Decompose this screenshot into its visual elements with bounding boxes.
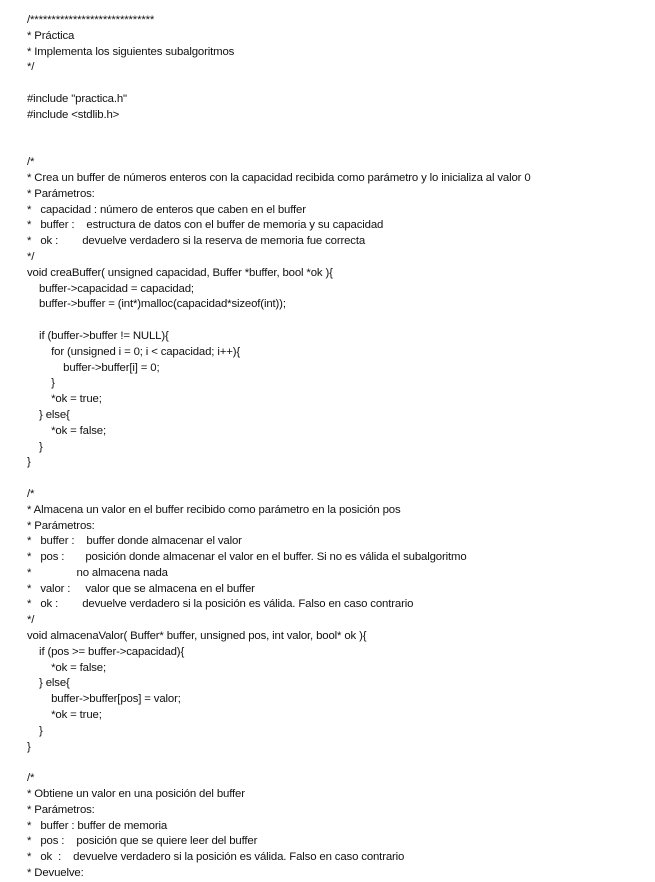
code-line: * valor : valor que se almacena en el buffer	[27, 582, 255, 595]
code-line: * buffer : estructura de datos con el buffer de memoria y su capacidad	[27, 219, 384, 232]
code-line: * Obtiene un valor en una posición del buffer	[27, 788, 245, 801]
source-code-document	[27, 13, 647, 882]
code-line	[27, 76, 647, 92]
code-line: * Parámetros:	[27, 803, 95, 816]
code-line: * capacidad : número de enteros que caben en el buffer	[27, 203, 306, 216]
code-line: * Práctica	[27, 29, 75, 42]
code-line	[27, 139, 647, 155]
code-line: } else{	[27, 408, 70, 421]
code-line: * ok : devuelve verdadero si la posición es válida. Falso en caso contrario	[27, 851, 405, 864]
code-line: if (pos >= buffer->capacidad){	[27, 645, 185, 658]
code-line	[27, 124, 647, 140]
code-line: * Almacena un valor en el buffer recibido como parámetro en la posición pos	[27, 503, 401, 516]
code-line: * buffer : buffer de memoria	[27, 819, 168, 832]
code-line: * Devuelve:	[27, 867, 84, 880]
code-line: *ok = false;	[27, 661, 106, 674]
code-line: *ok = true;	[27, 393, 102, 406]
code-line: * pos : posición que se quiere leer del buffer	[27, 835, 258, 848]
code-line: buffer->capacidad = capacidad;	[27, 282, 194, 295]
code-line: * Implementa los siguientes subalgoritmos	[27, 45, 235, 58]
code-line: */	[27, 614, 35, 627]
code-line: * pos : posición donde almacenar el valor en el buffer. Si no es válida el subalgoritmo	[27, 551, 467, 564]
code-line: void creaBuffer( unsigned capacidad, Buffer *buffer, bool *ok ){	[27, 266, 333, 279]
code-line: */	[27, 61, 35, 74]
code-line: /*	[27, 156, 35, 169]
code-line: * no almacena nada	[27, 566, 168, 579]
code-line: *ok = false;	[27, 424, 106, 437]
code-line: buffer->buffer[pos] = valor;	[27, 693, 181, 706]
code-line: * Parámetros:	[27, 187, 95, 200]
code-line: #include <stdlib.h>	[27, 108, 120, 121]
code-line: *ok = true;	[27, 709, 102, 722]
code-line: for (unsigned i = 0; i < capacidad; i++){	[27, 345, 240, 358]
code-line: } else{	[27, 677, 70, 690]
code-line: }	[27, 440, 43, 453]
code-line: #include "practica.h"	[27, 92, 127, 105]
code-line: * Parámetros:	[27, 519, 95, 532]
code-line: buffer->buffer = (int*)malloc(capacidad*sizeof(int));	[27, 298, 286, 311]
code-line	[27, 755, 647, 771]
code-line: * ok : devuelve verdadero si la posición es válida. Falso en caso contrario	[27, 598, 414, 611]
code-line: * ok : devuelve verdadero si la reserva de memoria fue correcta	[27, 235, 366, 248]
code-line	[27, 471, 647, 487]
code-line: */	[27, 250, 35, 263]
code-line	[27, 313, 647, 329]
code-line: }	[27, 724, 43, 737]
code-line: void almacenaValor( Buffer* buffer, unsigned pos, int valor, bool* ok ){	[27, 630, 367, 643]
code-line: /*****************************	[27, 14, 155, 26]
code-line: * Crea un buffer de números enteros con la capacidad recibida como parámetro y lo inicializa al valor 0	[27, 171, 531, 184]
code-line: buffer->buffer[i] = 0;	[27, 361, 160, 374]
code-line: }	[27, 456, 31, 469]
code-line: * buffer : buffer donde almacenar el valor	[27, 535, 242, 548]
code-line: if (buffer->buffer != NULL){	[27, 329, 169, 342]
code-line: /*	[27, 772, 35, 785]
code-line: }	[27, 740, 31, 753]
code-line: }	[27, 377, 55, 390]
code-line: /*	[27, 487, 35, 500]
